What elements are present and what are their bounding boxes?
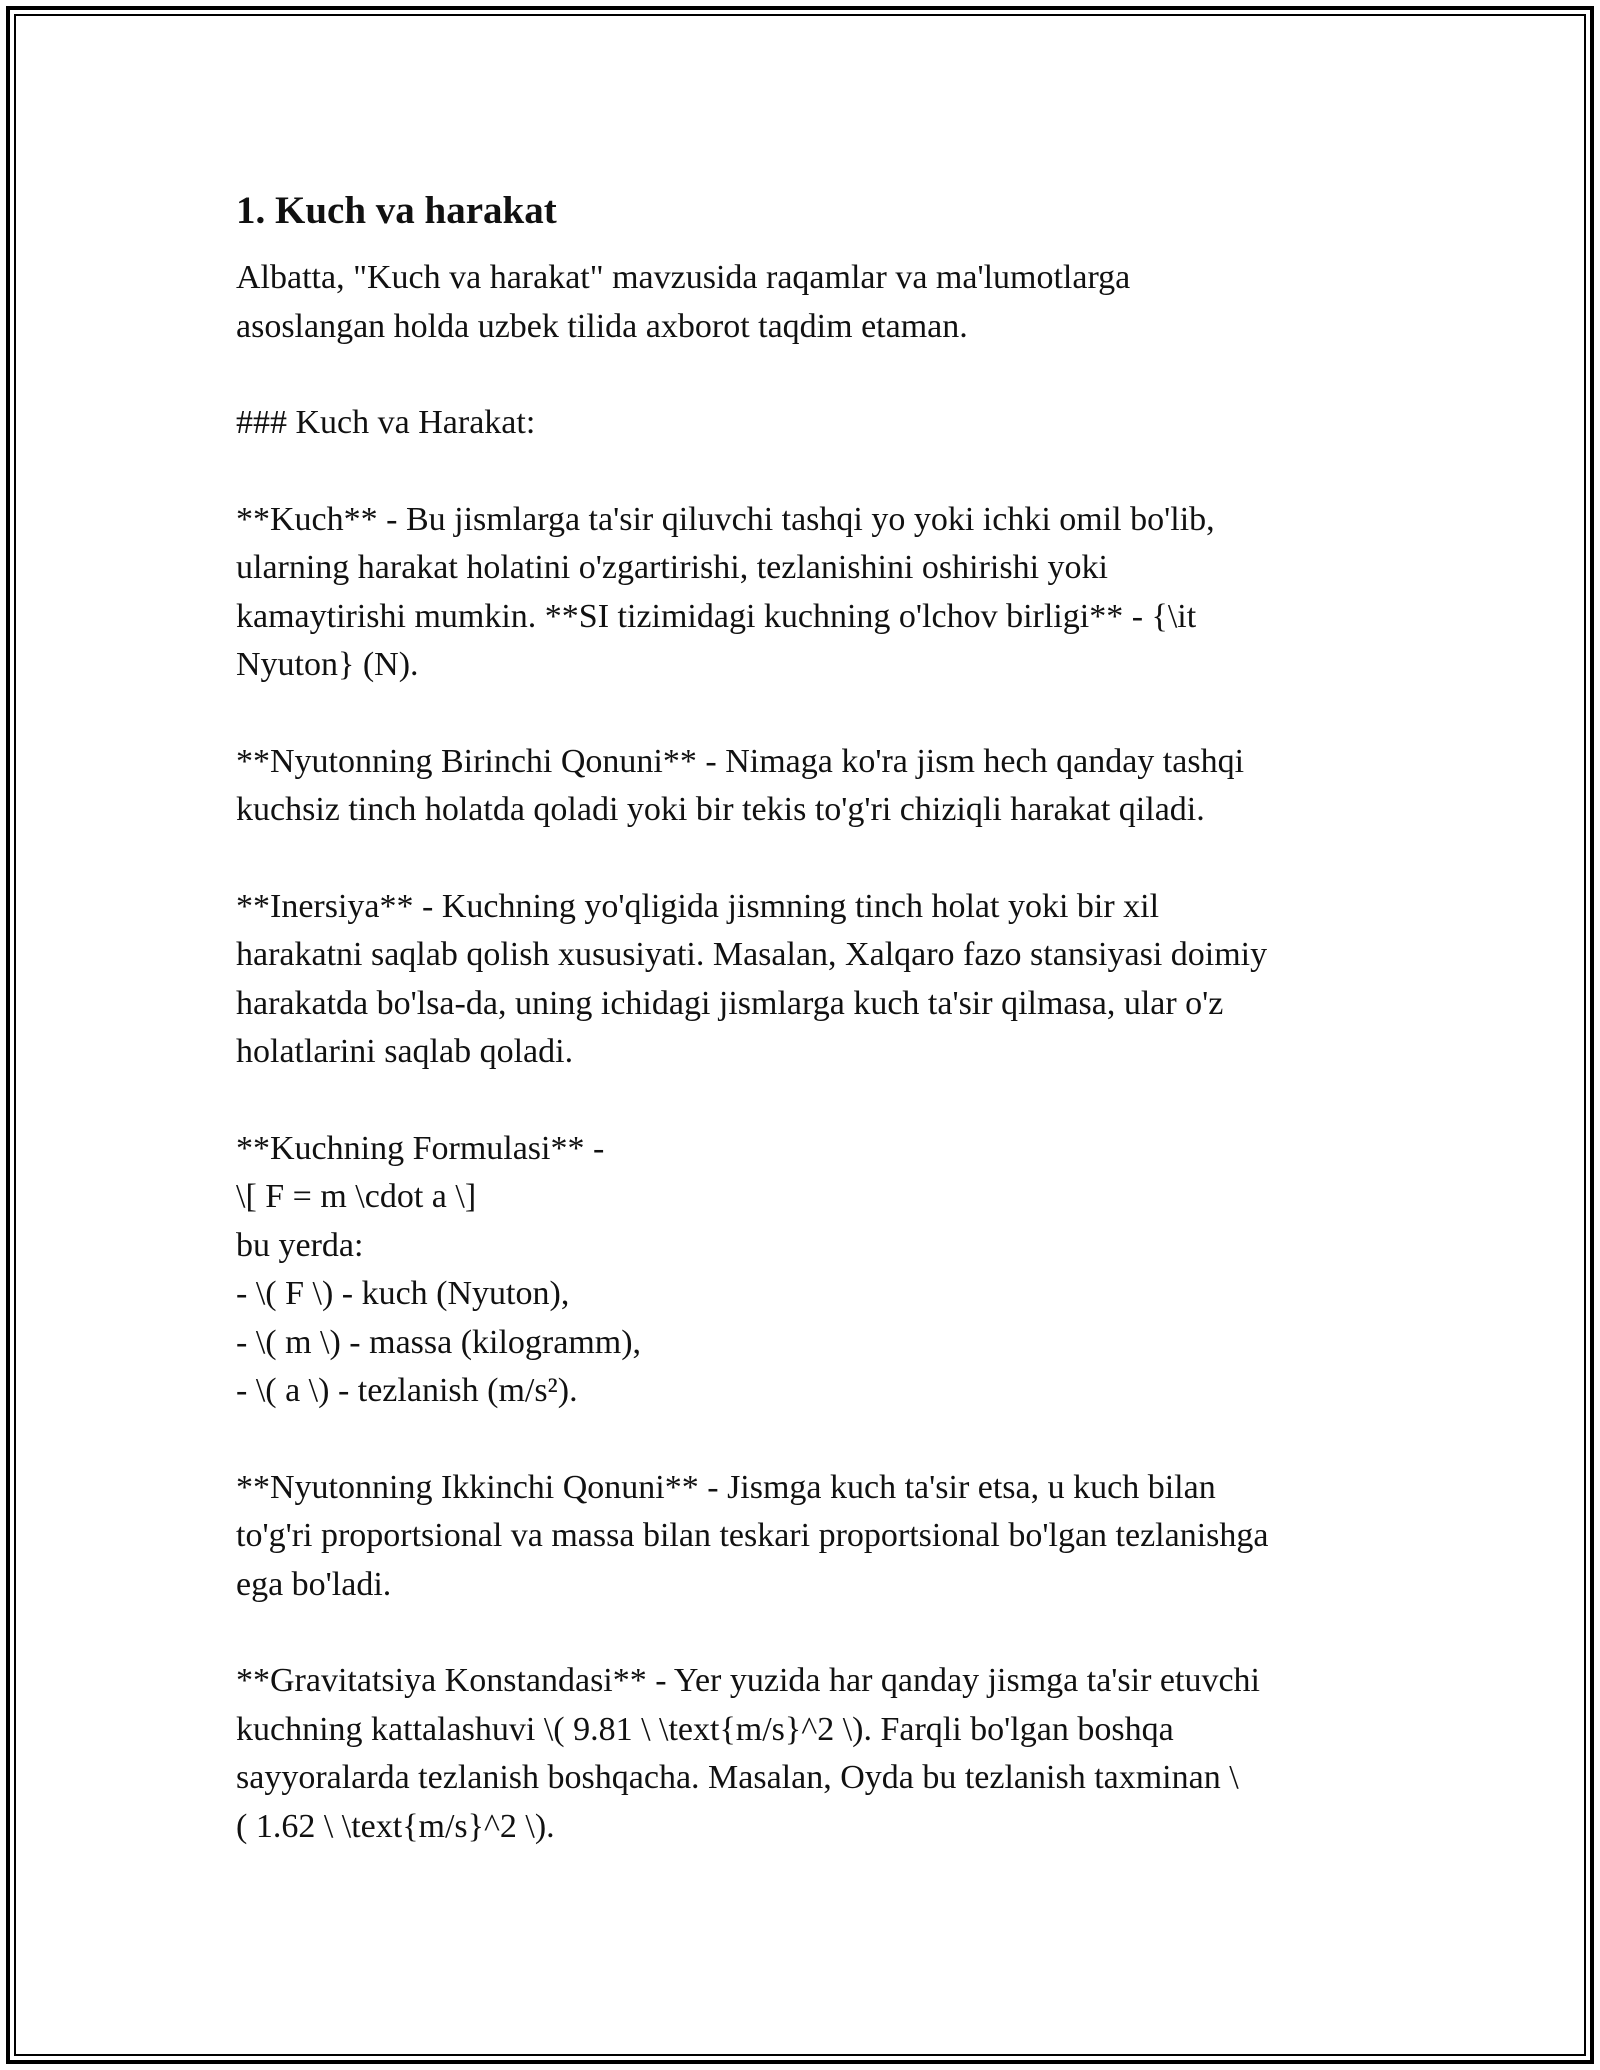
text-line: - \( F \) - kuch (Nyuton),: [236, 1275, 570, 1312]
text-line: ega bo'ladi.: [236, 1565, 392, 1603]
paragraph: [236, 1125, 1376, 1416]
paragraph: [236, 738, 1376, 835]
document-title: 1. Kuch va harakat: [236, 189, 557, 232]
text-line: - \( m \) - massa (kilogramm),: [236, 1323, 642, 1361]
text-line: asoslangan holda uzbek tilida axborot taqdim etaman.: [236, 307, 968, 345]
paragraph-container: [236, 254, 1376, 1851]
text-line: **Kuchning Formulasi** -: [236, 1129, 605, 1167]
text-line: to'g'ri proportsional va massa bilan teskari proportsional bo'lgan tezlanishga: [236, 1517, 1269, 1554]
text-line: Albatta, "Kuch va harakat" mavzusida raqamlar va ma'lumotlarga: [236, 259, 1131, 296]
document-body: [236, 186, 1376, 1899]
paragraph: [236, 399, 1376, 448]
text-line: **Nyutonning Ikkinchi Qonuni** - Jismga kuch ta'sir etsa, u kuch bilan: [236, 1468, 1216, 1506]
text-line: ### Kuch va Harakat:: [236, 404, 536, 441]
text-line: ularning harakat holatini o'zgartirishi, tezlanishini oshirishi yoki: [236, 549, 1108, 586]
paragraph: [236, 1464, 1376, 1610]
text-line: \[ F = m \cdot a \]: [236, 1178, 477, 1215]
text-line: ( 1.62 \ \text{m/s}^2 \).: [236, 1807, 555, 1845]
paragraph: [236, 254, 1376, 351]
text-line: harakatda bo'lsa-da, uning ichidagi jismlarga kuch ta'sir qilmasa, ular o'z: [236, 984, 1224, 1022]
text-line: kuchsiz tinch holatda qoladi yoki bir tekis to'g'ri chiziqli harakat qiladi.: [236, 791, 1205, 828]
text-line: bu yerda:: [236, 1226, 364, 1264]
text-line: **Nyutonning Birinchi Qonuni** - Nimaga ko'ra jism hech qanday tashqi: [236, 742, 1245, 780]
paragraph: [236, 883, 1376, 1077]
text-line: kuchning kattalashuvi \( 9.81 \ \text{m/s}^2 \). Farqli bo'lgan boshqa: [236, 1710, 1174, 1748]
text-line: **Gravitatsiya Konstandasi** - Yer yuzida har qanday jismga ta'sir etuvchi: [236, 1662, 1261, 1699]
paragraph: [236, 1657, 1376, 1851]
text-line: holatlarini saqlab qoladi.: [236, 1033, 574, 1070]
text-line: - \( a \) - tezlanish (m/s²).: [236, 1372, 578, 1409]
text-line: **Inersiya** - Kuchning yo'qligida jismning tinch holat yoki bir xil: [236, 887, 1160, 925]
text-line: **Kuch** - Bu jismlarga ta'sir qiluvchi tashqi yo yoki ichki omil bo'lib,: [236, 500, 1215, 538]
text-line: kamaytirishi mumkin. **SI tizimidagi kuchning o'lchov birligi** - {\it: [236, 597, 1197, 635]
text-line: sayyoralarda tezlanish boshqacha. Masalan, Oyda bu tezlanish taxminan \: [236, 1759, 1239, 1796]
text-line: harakatni saqlab qolish xususiyati. Masalan, Xalqaro fazo stansiyasi doimiy: [236, 936, 1268, 973]
paragraph: [236, 496, 1376, 690]
text-line: Nyuton} (N).: [236, 646, 419, 683]
